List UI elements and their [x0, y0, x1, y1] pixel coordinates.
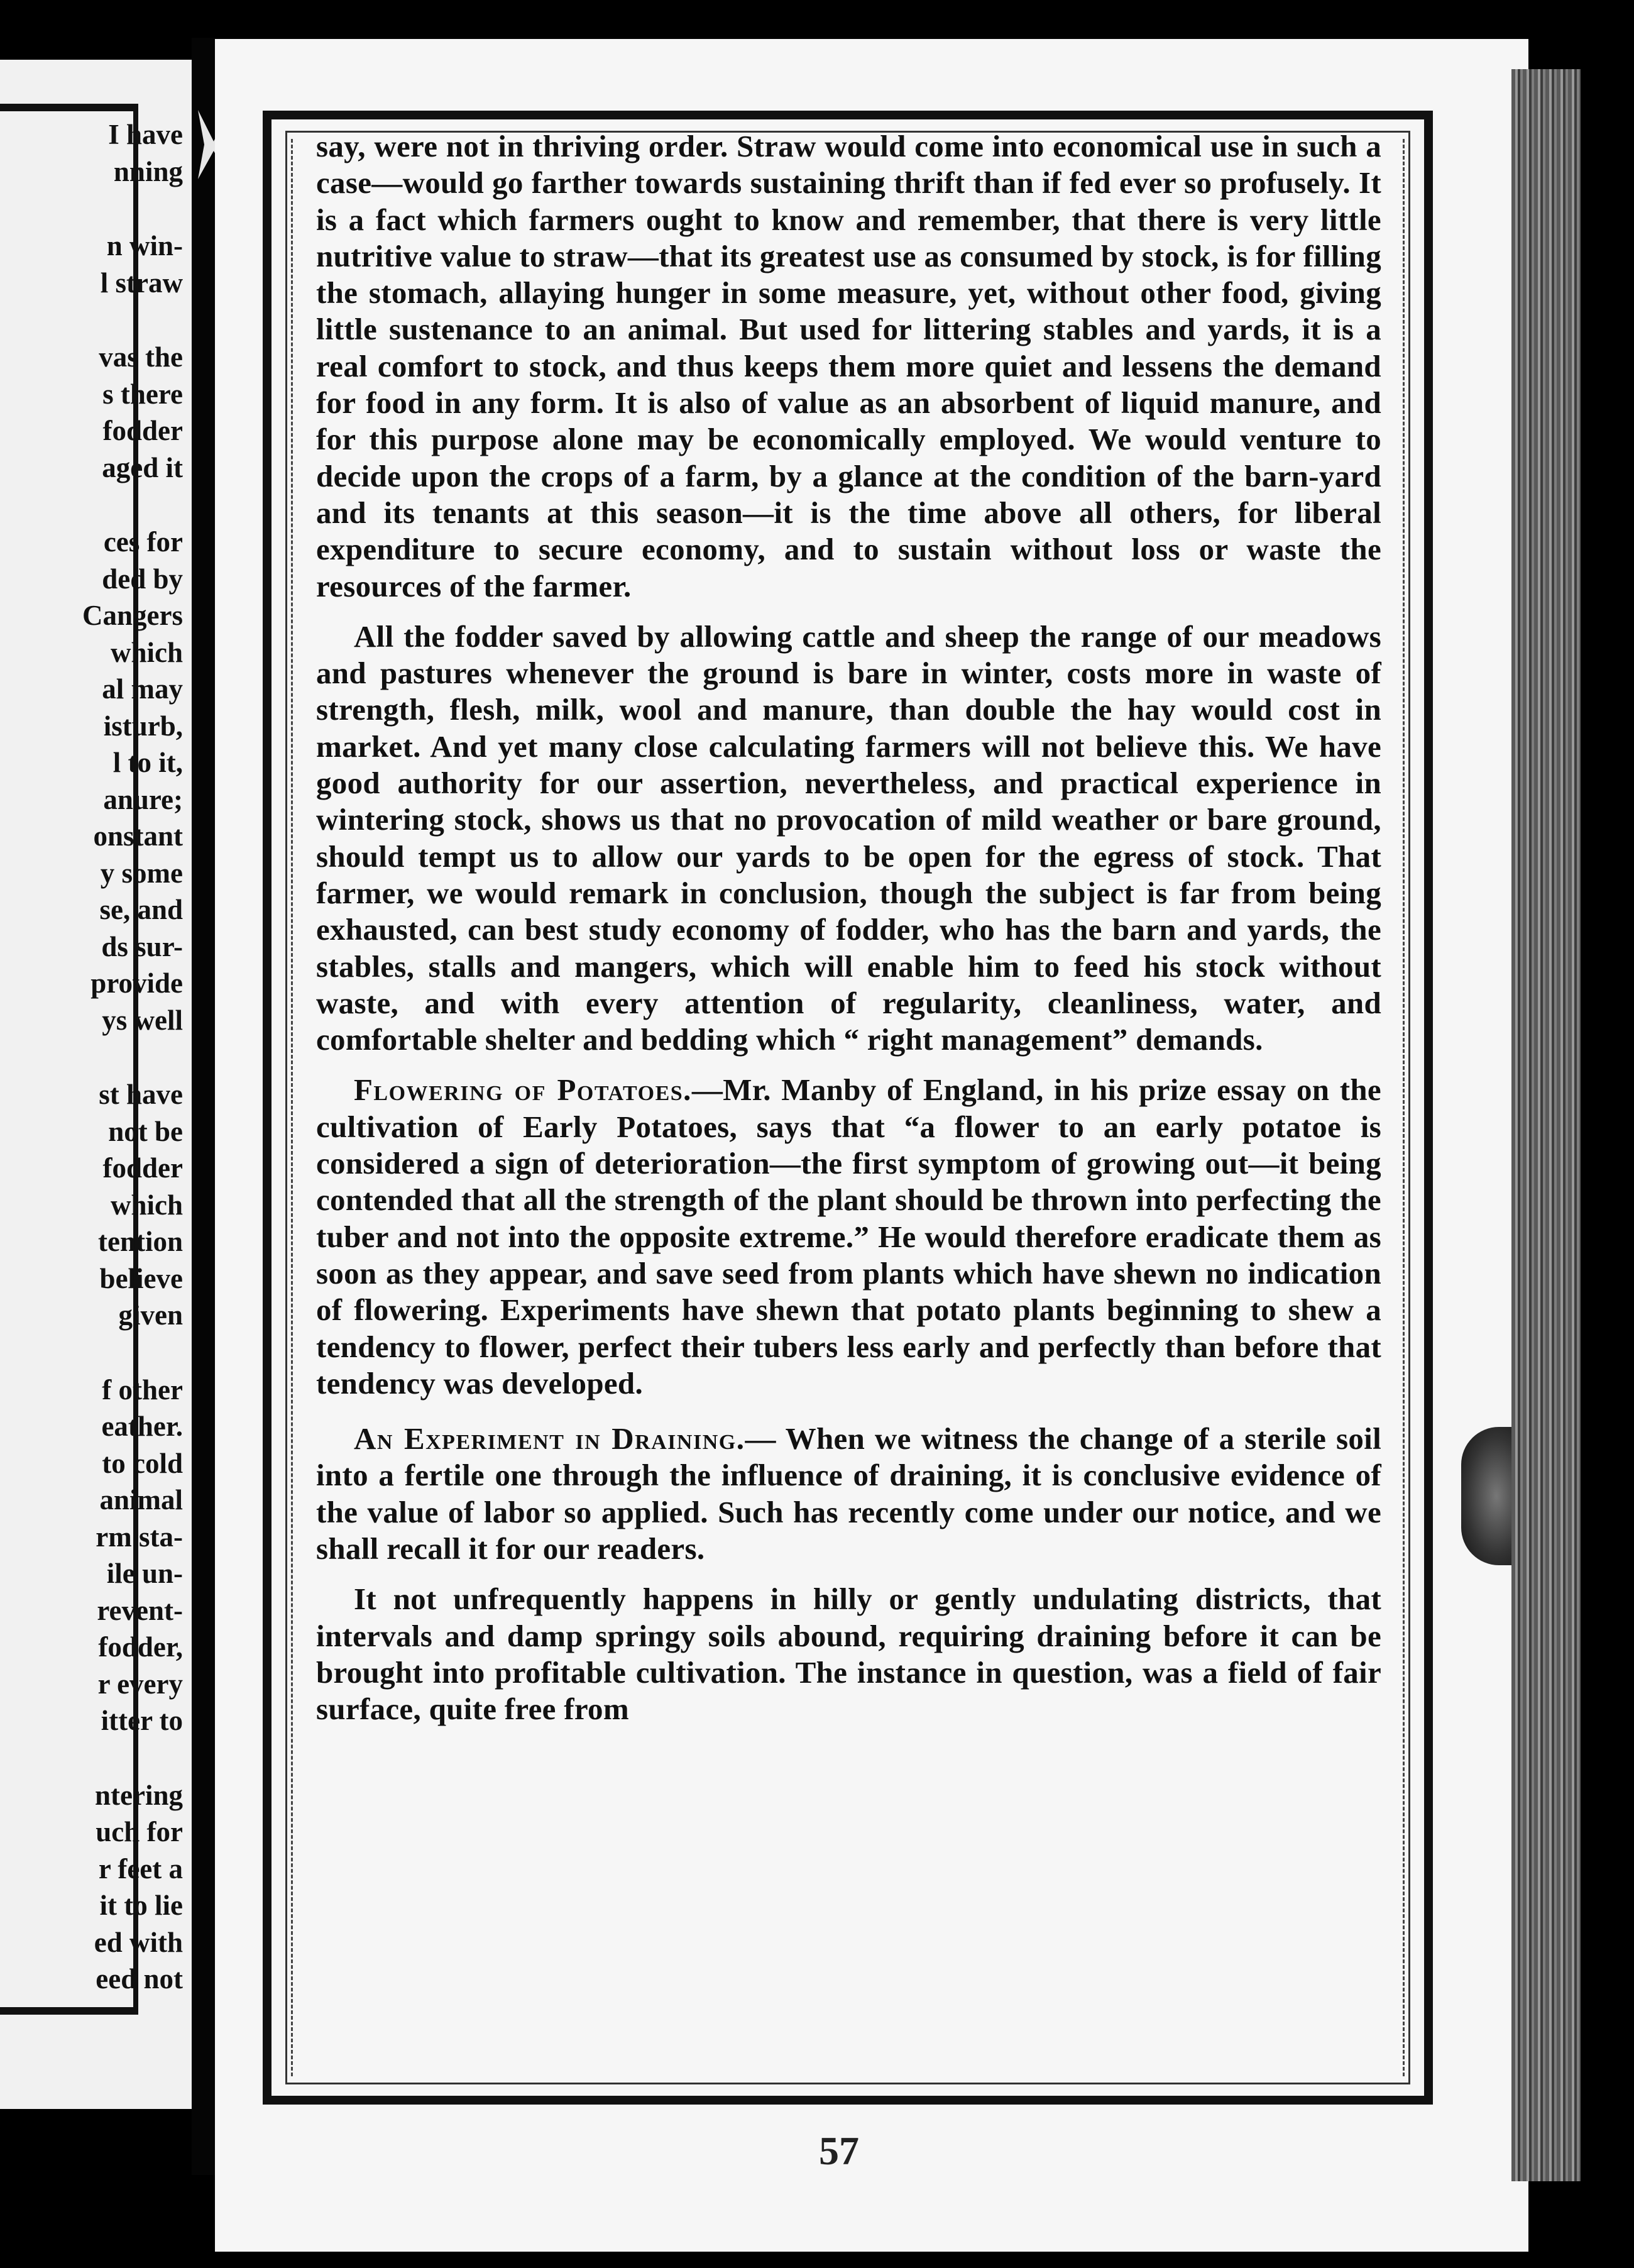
section-heading-potatoes: Flowering of Potatoes. [354, 1072, 692, 1108]
left-page-line: s there [102, 378, 183, 410]
left-page-line: r feet a [98, 1852, 183, 1885]
article-text [316, 128, 1381, 1727]
left-page-line: which [110, 636, 183, 668]
paragraph-potatoes [316, 1072, 1381, 1402]
section-heading-draining: An Experiment in Draining. [354, 1421, 745, 1456]
thumb-shadow [1461, 1427, 1511, 1565]
left-page-line: to cold [102, 1447, 183, 1479]
left-page-line: nning [113, 155, 183, 187]
left-page-line: fodder [102, 1152, 183, 1184]
left-page-line: fodder [102, 415, 183, 446]
page-number: 57 [819, 2128, 859, 2173]
left-page-line: l straw [100, 267, 183, 299]
left-facing-page [0, 60, 192, 2109]
left-page-line: uch for [96, 1816, 183, 1847]
left-page-line: given [118, 1299, 183, 1331]
left-page-line: ces for [103, 526, 183, 558]
paragraph-districts: It not unfrequently happens in hilly or gently undulating districts, that intervals and damp springy soils abound, requiring draining before it can be brought into profitable cultivation. The instance in question, was a field of fair surface, quite free from [316, 1582, 1381, 1727]
left-page-gap [51, 486, 183, 524]
page-edges [1511, 69, 1581, 2181]
left-page-line: se, and [99, 894, 183, 925]
left-page-line: it to lie [99, 1890, 183, 1921]
left-page-line: tention [98, 1226, 183, 1257]
left-page-line: itter to [101, 1705, 183, 1736]
book-gutter [192, 38, 216, 2175]
left-page-gap [51, 301, 183, 339]
paragraph-draining [316, 1421, 1381, 1567]
left-page-line: isturb, [103, 710, 183, 742]
left-page-text-fragments [51, 116, 183, 1998]
left-page-line: rm sta- [96, 1521, 183, 1553]
left-page-line: eed not [96, 1963, 183, 1995]
left-page-line: n win- [106, 230, 183, 261]
left-page-line: al may [102, 673, 183, 705]
paragraph-fodder: All the fodder saved by allowing cattle and sheep the range of our meadows and pastures whenever the ground is bare in winter, costs more in waste of strength, flesh, milk, wool and manure, than double the hay would cost in market. And yet many close calculating farmers will not believe this. We have good authority for our assertion, nevertheless, and practical experience in wintering stock, shows us that no provocation of mild weather or bare ground, should tempt us to allow our yards to be open for the egress of stock. That farmer, we would remark in conclusion, though the subject is far from being exhausted, can best study economy of fodder, who has the barn and yards, the stables, stalls and mangers, which will enable him to feed his stock without waste, and with every attention of regularity, cleanliness, water, and comfortable shelter and bedding which “ right management” demands. [316, 619, 1381, 1057]
left-page-line: r every [97, 1668, 183, 1700]
left-page-line: st have [99, 1079, 183, 1110]
left-page-line: aged it [102, 451, 183, 483]
left-page-line: y some [100, 857, 183, 889]
paragraph-straw: say, were not in thriving order. Straw would come into economical use in such a case—would go farther towards sustaining thrift than if fed ever so profusely. It is a fact which farmers ought to know and remember, that there is very little nutritive value to straw—that its greatest use as consumed by stock, is for filling the stomach, allaying hunger in some measure, yet, without other food, giving little sustenance to an animal. But used for littering stables and yards, it is a real comfort to stock, and thus keeps them more quiet and lessens the demand for food in any form. It is also of value as an absorbent of liquid manure, and for this purpose alone may be economically employed. We would venture to decide upon the crops of a farm, by a glance at the condition of the barn-yard and its tenants at this season—it is the time above all others, for liberal expenditure to secure economy, and to sustain without loss or waste the resources of the farmer. [316, 129, 1381, 603]
left-page-gap [51, 1334, 183, 1372]
left-page-line: vas the [99, 341, 183, 373]
left-page-gap [51, 1038, 183, 1076]
left-page-line: which [110, 1189, 183, 1221]
left-page-line: believe [99, 1262, 183, 1294]
left-page-line: onstant [93, 820, 183, 852]
left-page-line: not be [108, 1115, 183, 1147]
left-page-line: f other [102, 1373, 183, 1406]
left-page-line: animal [99, 1484, 183, 1516]
potatoes-body: —Mr. Manby of England, in his prize essay on the cultivation of Early Potatoes, says that “a flower to an early potatoe is considered a sign of deterioration—the first symptom of growing out—it being contended that all the strength of the plant should be thrown into perfecting the tuber and not into the opposite extreme.” He would therefore eradicate them as soon as they appear, and save seed from plants which have shewn no indication of flowering. Experiments have shewn that potato plants beginning to shew a tendency to flower, perfect their tubers less early and perfectly than before that tendency was developed. [316, 1072, 1381, 1401]
left-page-line: ed with [94, 1926, 183, 1958]
left-page-line: ile un- [106, 1558, 183, 1589]
draining-body: — When we witness the change of a sterile soil into a fertile one through the influence of draining, it is conclusive evidence of the value of labor so applied. Such has recently come under our notice, and we shall recall it for our readers. [316, 1421, 1381, 1566]
left-page-line: l to it, [112, 747, 183, 778]
left-page-line: ded by [102, 563, 183, 595]
left-page-line: revent- [97, 1594, 183, 1626]
left-page-gap [51, 1739, 183, 1777]
left-page-line: Cangers [82, 600, 183, 631]
left-page-line: anure; [103, 783, 183, 815]
left-page-line: I have [108, 119, 183, 150]
left-page-line: fodder, [98, 1631, 183, 1663]
left-page-line: ds sur- [101, 930, 183, 962]
left-page-line: ys well [102, 1004, 183, 1036]
left-page-line: provide [90, 967, 183, 999]
left-page-line: ntering [95, 1779, 183, 1811]
left-page-line: eather. [101, 1411, 183, 1442]
left-page-gap [51, 190, 183, 228]
